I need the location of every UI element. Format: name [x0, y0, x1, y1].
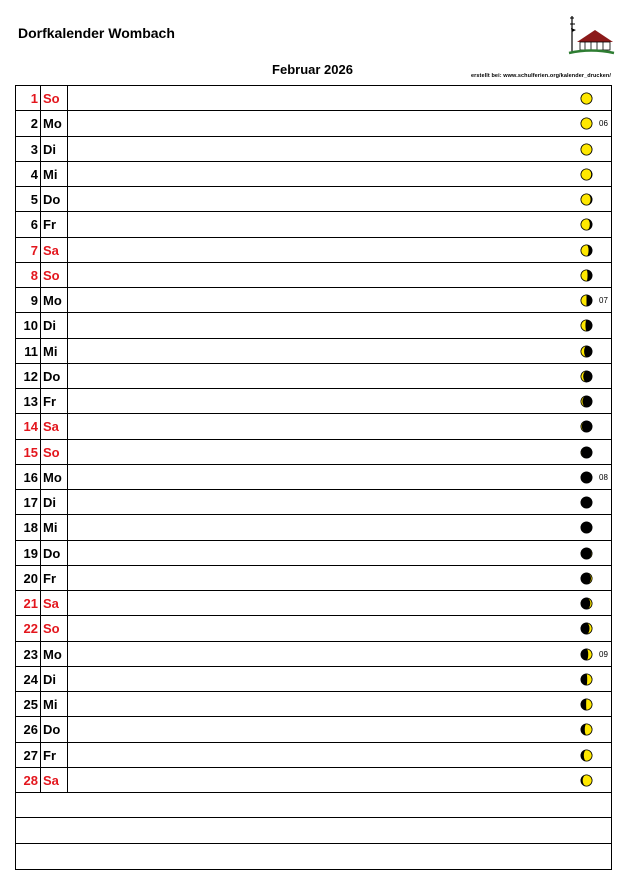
weekday-label: Sa [43, 596, 59, 611]
weekday-label: Fr [43, 570, 56, 586]
day-number: 8 [30, 267, 38, 283]
day-row [16, 212, 611, 237]
column-divider [67, 667, 68, 691]
day-row [16, 288, 611, 313]
column-divider [67, 490, 68, 514]
column-divider [67, 288, 68, 312]
day-row [16, 616, 611, 641]
day-row [16, 111, 611, 136]
day-number: 1 [30, 91, 38, 106]
moon-phase-icon [580, 572, 593, 585]
column-divider [40, 238, 41, 262]
day-number: 24 [23, 671, 38, 687]
moon-phase-icon [580, 698, 593, 711]
column-divider [40, 162, 41, 186]
weekday-label: Di [43, 141, 56, 157]
page-title: Dorfkalender Wombach [18, 25, 175, 41]
week-number: 07 [599, 296, 608, 305]
weekday-label: Mo [43, 293, 62, 308]
day-number: 22 [23, 621, 38, 637]
weekday-label: Do [43, 368, 61, 384]
weekday-label: Di [43, 495, 56, 510]
day-row [16, 768, 611, 793]
moon-phase-icon [580, 193, 593, 206]
weekday-label: Mi [43, 166, 58, 182]
weekday-label: So [43, 91, 60, 106]
moon-phase-icon [580, 244, 593, 257]
day-row [16, 465, 611, 490]
column-divider [67, 717, 68, 741]
empty-row [16, 844, 611, 869]
column-divider [67, 86, 68, 110]
day-number: 13 [23, 394, 38, 409]
day-row [16, 86, 611, 111]
day-row [16, 162, 611, 187]
day-number: 7 [30, 242, 38, 258]
column-divider [40, 515, 41, 539]
month-heading: Februar 2026 [272, 62, 353, 77]
column-divider [67, 364, 68, 388]
day-number: 25 [23, 697, 38, 712]
day-row [16, 389, 611, 414]
moon-phase-icon [580, 597, 593, 610]
column-divider [40, 111, 41, 135]
column-divider [40, 692, 41, 716]
moon-phase-icon [580, 294, 593, 307]
day-row [16, 591, 611, 616]
moon-phase-icon [580, 471, 593, 484]
column-divider [40, 465, 41, 489]
day-number: 15 [23, 444, 38, 460]
column-divider [40, 642, 41, 666]
day-number: 23 [23, 646, 38, 662]
week-number: 08 [599, 472, 608, 482]
column-divider [67, 187, 68, 211]
moon-phase-icon [580, 496, 593, 509]
moon-phase-icon [580, 420, 593, 433]
weekday-label: Mi [43, 520, 58, 536]
column-divider [40, 263, 41, 287]
day-row [16, 440, 611, 465]
day-number: 17 [23, 495, 38, 510]
column-divider [40, 667, 41, 691]
weekday-label: Do [43, 722, 61, 738]
moon-phase-icon [580, 92, 593, 105]
weekday-label: Mi [43, 343, 58, 359]
day-number: 20 [23, 570, 38, 586]
day-number: 18 [23, 520, 38, 536]
column-divider [67, 616, 68, 640]
column-divider [67, 768, 68, 792]
weekday-label: Mo [43, 469, 62, 485]
day-row [16, 692, 611, 717]
day-row [16, 414, 611, 439]
column-divider [40, 616, 41, 640]
day-row [16, 566, 611, 591]
column-divider [67, 339, 68, 363]
column-divider [67, 642, 68, 666]
weekday-label: So [43, 267, 60, 283]
moon-phase-icon [580, 370, 593, 383]
weekday-label: Mi [43, 697, 58, 712]
day-row [16, 515, 611, 540]
weekday-label: Fr [43, 394, 56, 409]
empty-row [16, 793, 611, 818]
column-divider [67, 692, 68, 716]
column-divider [67, 137, 68, 161]
day-row [16, 313, 611, 338]
column-divider [67, 515, 68, 539]
moon-phase-icon [580, 143, 593, 156]
moon-phase-icon [580, 168, 593, 181]
moon-phase-icon [580, 547, 593, 560]
weekday-label: Sa [43, 772, 59, 788]
column-divider [40, 591, 41, 615]
empty-row [16, 818, 611, 843]
day-number: 19 [23, 545, 38, 561]
day-number: 26 [23, 722, 38, 738]
column-divider [67, 541, 68, 565]
day-number: 28 [23, 772, 38, 788]
column-divider [40, 339, 41, 363]
moon-phase-icon [580, 774, 593, 787]
day-row [16, 187, 611, 212]
column-divider [40, 187, 41, 211]
day-row [16, 490, 611, 515]
column-divider [67, 566, 68, 590]
moon-phase-icon [580, 673, 593, 686]
weekday-label: So [43, 444, 60, 460]
day-row [16, 743, 611, 768]
column-divider [67, 440, 68, 464]
column-divider [67, 238, 68, 262]
day-row [16, 238, 611, 263]
week-number: 09 [599, 649, 608, 659]
column-divider [40, 389, 41, 413]
column-divider [40, 743, 41, 767]
day-number: 2 [30, 116, 38, 132]
column-divider [40, 768, 41, 792]
weekday-label: Do [43, 192, 61, 207]
moon-phase-icon [580, 749, 593, 762]
moon-phase-icon [580, 622, 593, 635]
column-divider [67, 212, 68, 236]
day-number: 3 [30, 141, 38, 157]
weekday-label: Mo [43, 646, 62, 662]
day-number: 14 [23, 419, 38, 435]
moon-phase-icon [580, 395, 593, 408]
moon-phase-icon [580, 446, 593, 459]
column-divider [40, 364, 41, 388]
column-divider [40, 566, 41, 590]
column-divider [67, 111, 68, 135]
weekday-label: Fr [43, 747, 56, 763]
column-divider [40, 717, 41, 741]
credit-text: erstellt bei: www.schulferien.org/kalender_drucken/ [471, 73, 611, 79]
moon-phase-icon [580, 345, 593, 358]
moon-phase-icon [580, 218, 593, 231]
column-divider [40, 212, 41, 236]
day-number: 5 [30, 192, 38, 207]
day-number: 6 [30, 217, 38, 233]
column-divider [67, 591, 68, 615]
column-divider [67, 263, 68, 287]
column-divider [67, 414, 68, 438]
moon-phase-icon [580, 648, 593, 661]
day-row [16, 667, 611, 692]
column-divider [40, 288, 41, 312]
column-divider [40, 414, 41, 438]
weekday-label: Sa [43, 242, 59, 258]
day-number: 4 [30, 166, 38, 182]
day-number: 16 [23, 469, 38, 485]
column-divider [40, 313, 41, 337]
column-divider [40, 541, 41, 565]
column-divider [67, 313, 68, 337]
weekday-label: Fr [43, 217, 56, 233]
day-row [16, 364, 611, 389]
column-divider [67, 389, 68, 413]
column-divider [67, 743, 68, 767]
day-row [16, 137, 611, 162]
weekday-label: Di [43, 671, 56, 687]
day-number: 10 [23, 318, 38, 334]
weekday-label: Di [43, 318, 56, 334]
day-row [16, 541, 611, 566]
day-number: 21 [23, 596, 38, 611]
column-divider [67, 465, 68, 489]
column-divider [40, 86, 41, 110]
day-number: 9 [30, 293, 38, 308]
day-number: 27 [23, 747, 38, 763]
weekday-label: Mo [43, 116, 62, 132]
weekday-label: Sa [43, 419, 59, 435]
moon-phase-icon [580, 117, 593, 130]
day-number: 12 [23, 368, 38, 384]
house-logo-icon [567, 12, 615, 56]
column-divider [67, 162, 68, 186]
moon-phase-icon [580, 319, 593, 332]
week-number: 06 [599, 119, 608, 129]
moon-phase-icon [580, 269, 593, 282]
column-divider [40, 137, 41, 161]
day-row [16, 339, 611, 364]
day-row [16, 717, 611, 742]
day-row [16, 263, 611, 288]
weekday-label: Do [43, 545, 61, 561]
day-row [16, 642, 611, 667]
moon-phase-icon [580, 521, 593, 534]
column-divider [40, 490, 41, 514]
weekday-label: So [43, 621, 60, 637]
calendar-table [15, 85, 612, 870]
moon-phase-icon [580, 723, 593, 736]
day-number: 11 [24, 343, 38, 359]
column-divider [40, 440, 41, 464]
